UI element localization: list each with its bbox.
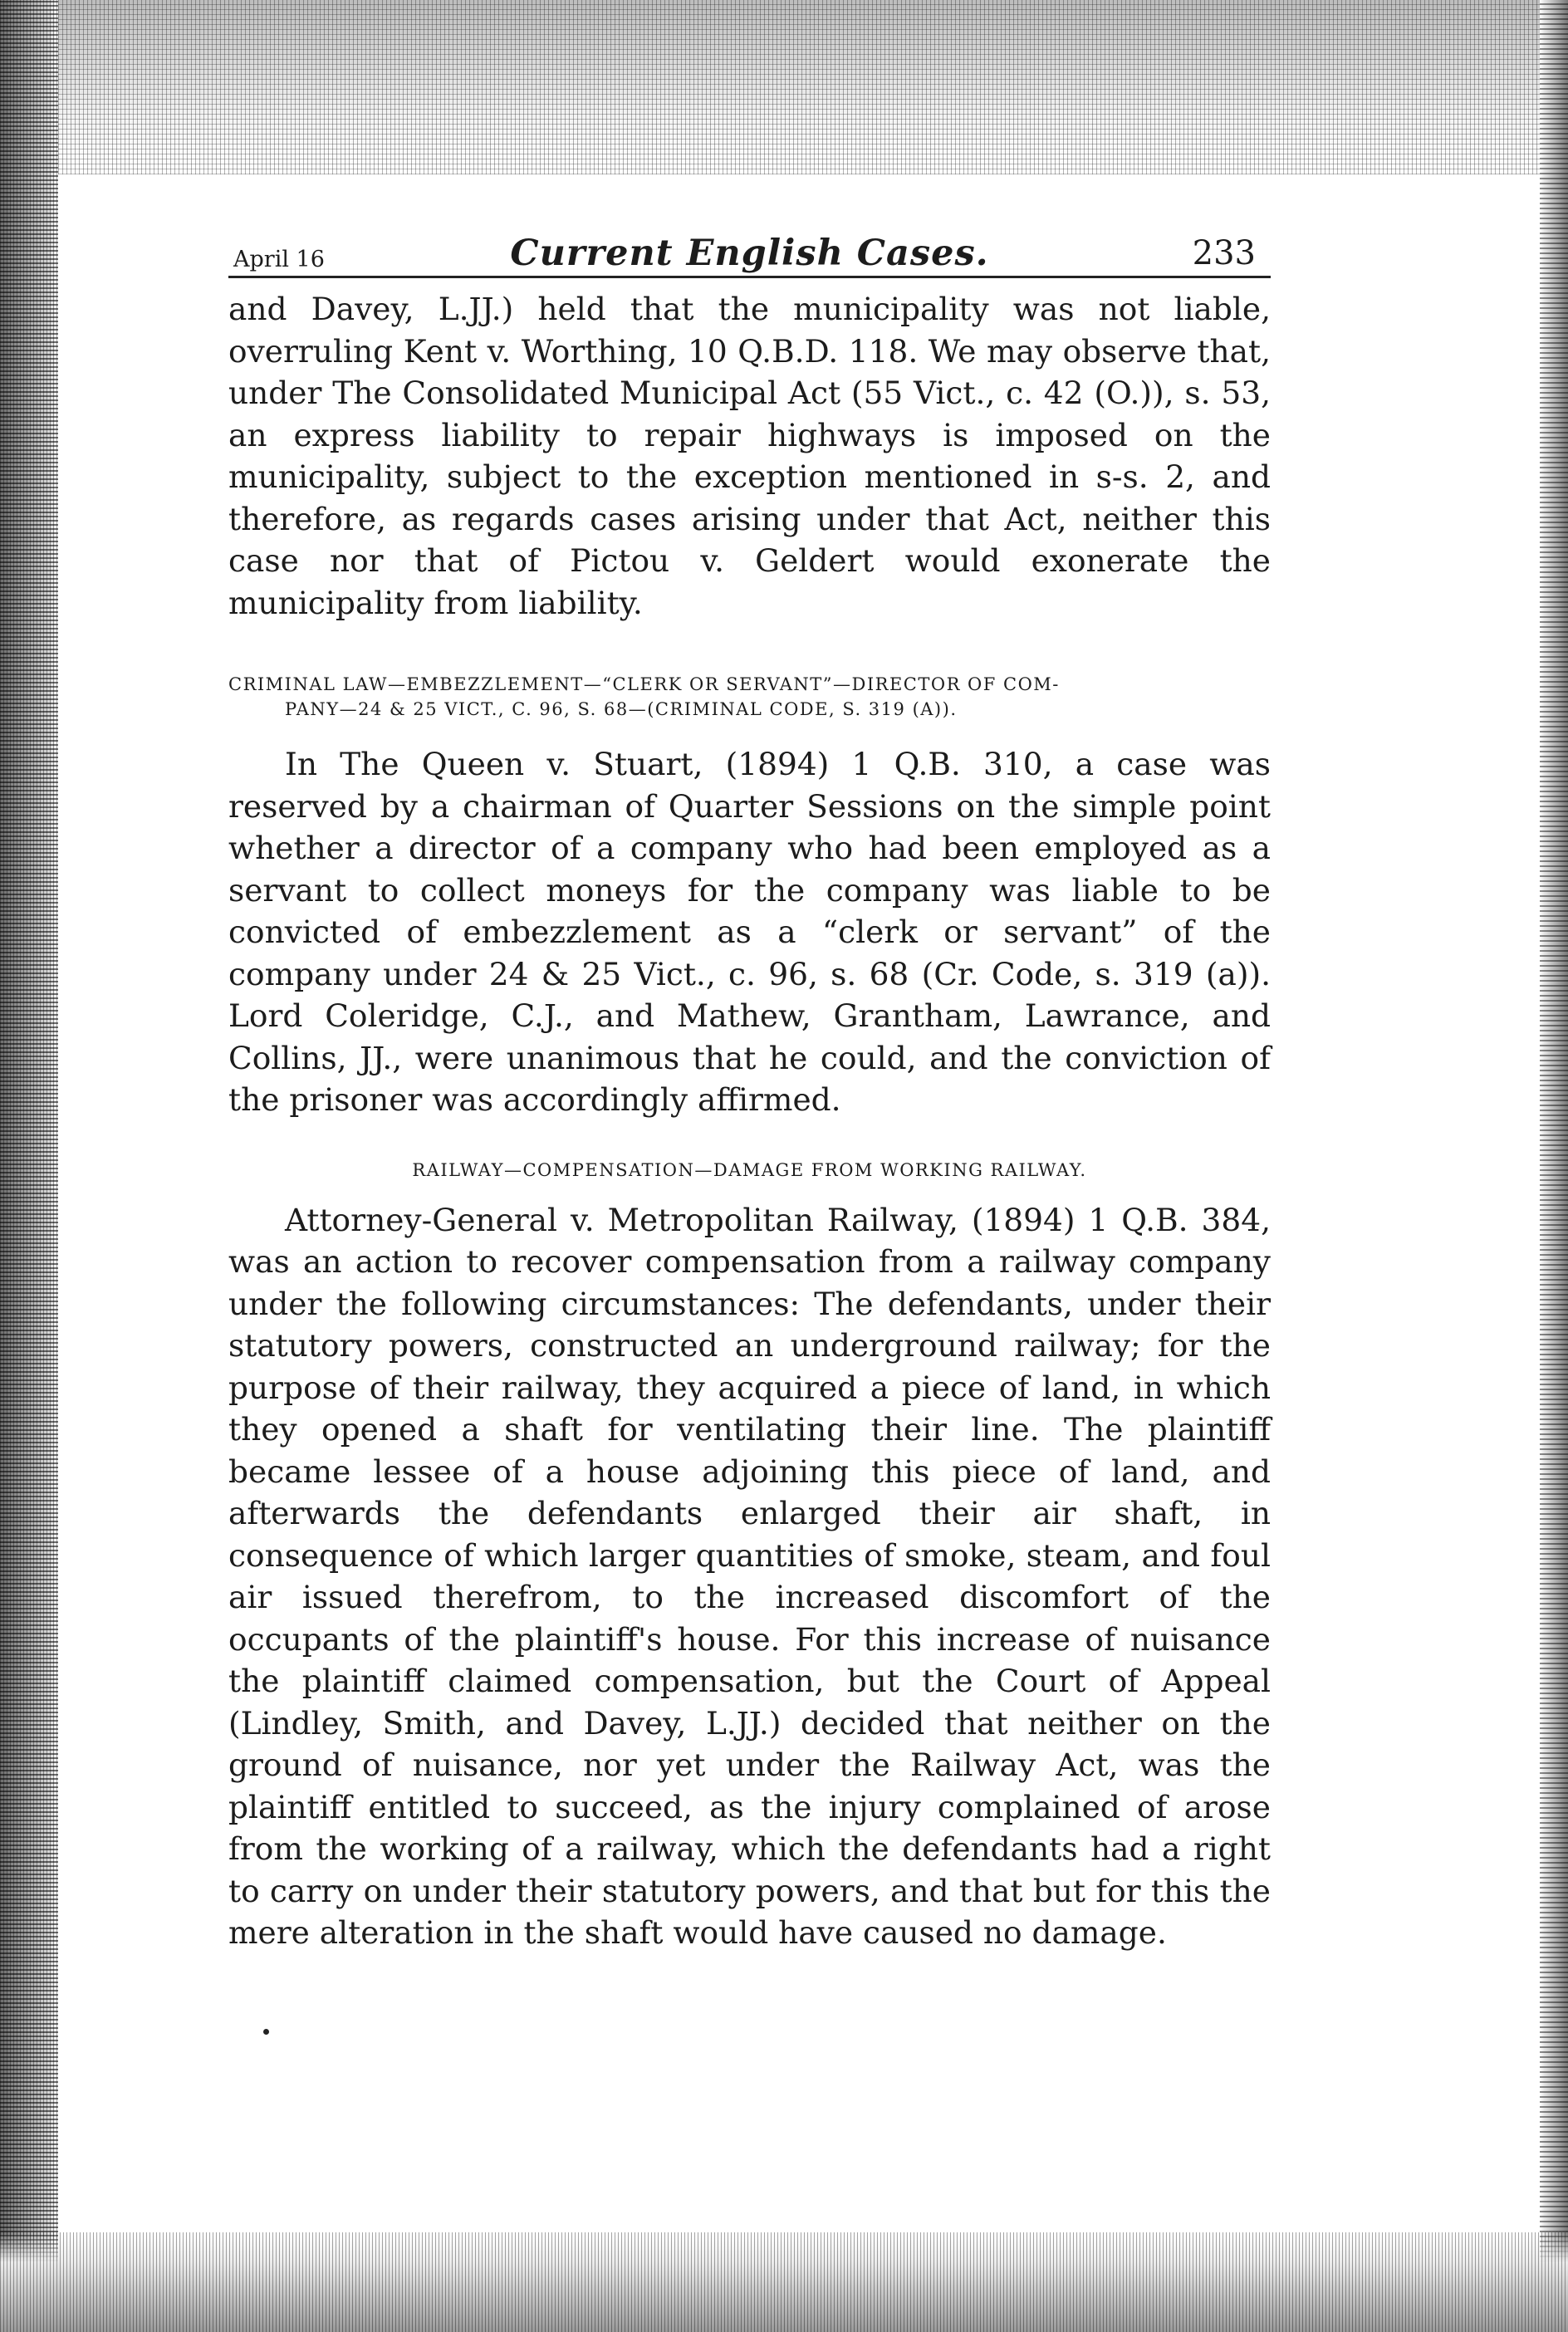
- header-title: Current English Cases.: [510, 233, 989, 274]
- page-number: 233: [1192, 234, 1256, 272]
- paragraph-continuation: and Davey, L.JJ.) held that the municipality was not liable, overruling Kent v. Worthing, 10 Q.B.D. 118. We may observe that, under The Consolidated Municipal Act (55 Vict., c. 42 (O.)), s. 53, an express liability to repair highways is imposed on the municipality, subject to the exception mentioned in s-s. 2, and therefore, as regards cases arising under that Act, neither this case nor that of Pictou v. Geldert would exonerate the municipality from liability.: [228, 291, 1271, 621]
- book-page: [228, 218, 1271, 1954]
- paragraph-attorney-general: Attorney-General v. Metropolitan Railway, (1894) 1 Q.B. 384, was an action to recover compensation from a railway company under the following circumstances: The defendants, under their statutory powers, constructed an underground railway; for the purpose of their railway, they acquired a piece of land, in which they opened a shaft for ventilating their line. The plaintiff became lessee of a house adjoining this piece of land, and afterwards the defendants enlarged their air shaft, in consequence of which larger quantities of smoke, steam, and foul air issued therefrom, to the increased discomfort of the occupants of the plaintiff's house. For this increase of nuisance the plaintiff claimed compensation, but the Court of Appeal (Lindley, Smith, and Davey, L.JJ.) decided that neither on the ground of nuisance, nor yet under the Railway Act, was the plaintiff entitled to succeed, as the injury complained of arose from the working of a railway, which the defendants had a right to carry on under their statutory powers, and that but for this the mere alteration in the shaft would have caused no damage.: [228, 1201, 1271, 1951]
- case-heading-line-1: CRIMINAL LAW—EMBEZZLEMENT—“CLERK OR SERVANT”—DIRECTOR OF COM-: [228, 674, 1060, 694]
- case-heading-railway: RAILWAY—COMPENSATION—DAMAGE FROM WORKING RAILWAY.: [412, 1159, 1087, 1180]
- body-text: [228, 288, 1271, 1954]
- running-header: [228, 218, 1271, 278]
- scan-edge-left: [0, 0, 58, 2332]
- header-date: April 16: [233, 247, 325, 272]
- ink-dot: [263, 2029, 269, 2035]
- scan-edge-top: [0, 0, 1568, 174]
- scan-edge-bottom: [0, 2232, 1568, 2332]
- paragraph-queen-v-stuart: In The Queen v. Stuart, (1894) 1 Q.B. 310, a case was reserved by a chairman of Quarter Sessions on the simple point whether a director of a company who had been employed as a servant to collect moneys for the company was liable to be convicted of embezzlement as a “clerk or servant” of the company under 24 & 25 Vict., c. 96, s. 68 (Cr. Code, s. 319 (a)). Lord Coleridge, C.J., and Mathew, Grantham, Lawrance, and Collins, JJ., were unanimous that he could, and the conviction of the prisoner was accordingly affirmed.: [228, 746, 1271, 1118]
- scan-edge-right: [1540, 0, 1568, 2332]
- case-heading-criminal-law: [228, 672, 1271, 722]
- case-heading-line-2: PANY—24 & 25 VICT., C. 96, S. 68—(CRIMINAL CODE, S. 319 (A)).: [285, 699, 958, 719]
